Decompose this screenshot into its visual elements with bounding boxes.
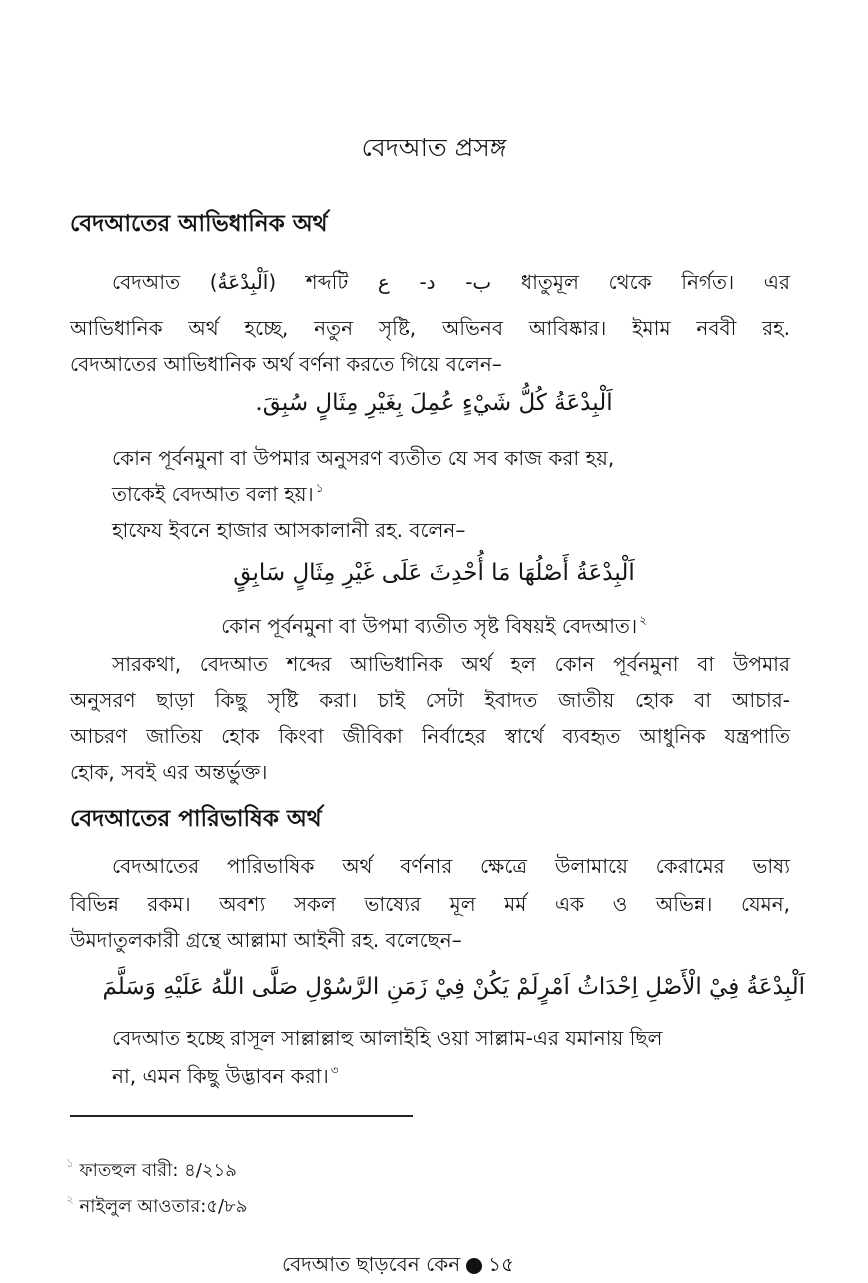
arabic-quote-nawawi: اَلْبِدْعَةُ كُلُّ شَيْءٍ عُمِلَ بِغَيْرِ مِثَالٍ سُبِقَ. — [255, 390, 613, 416]
footnote-ref-1: ১ — [315, 481, 324, 495]
translation1-text: তাকেই বেদআত বলা হয়। — [112, 482, 314, 506]
section-heading-lexical: বেদআতের আভিধানিক অর্থ — [70, 211, 328, 237]
para2-line3: উমদাতুলকারী গ্রন্থে আল্লামা আইনী রহ. বলেছেন– — [70, 928, 462, 952]
para1-line1: বেদআত (اَلْبِدْعَةُ) শব্দটি ب- د- ع ধাতুমূল থেকে নির্গত। এর — [112, 270, 790, 294]
translation3-line1: বেদআত হচ্ছে রাসূল সাল্লাল্লাহু আলাইহি ওয়া সাল্লাম-এর যমানায় ছিল — [112, 1026, 663, 1050]
para2-line1: বেদআতের পারিভাষিক অর্থ বর্ণনার ক্ষেত্রে উলামায়ে কেরামের ভাষ্য — [112, 854, 790, 878]
footnote-1 — [64, 1156, 237, 1187]
summary-line2: অনুসরণ ছাড়া কিছু সৃষ্টি করা। চাই সেটা ইবাদত জাতীয় হোক বা আচার- — [70, 688, 790, 712]
footnote-ref-2: ২ — [639, 613, 647, 627]
arabic-quote-hafez: اَلْبِدْعَةُ أَصْلُهَا مَا أُحْدِثَ عَلَى غَيْرِ مِثَالٍ سَابِقٍ — [233, 560, 635, 586]
footnote-1-text: ফাতহুল বারী: ৪/২১৯ — [79, 1160, 237, 1181]
page-footer — [282, 1250, 514, 1283]
para1-line2: আভিধানিক অর্থ হচ্ছে, নতুন সৃষ্টি, অভিনব আবিষ্কার। ইমাম নববী রহ. — [70, 316, 790, 340]
summary-line1: সারকথা, বেদআত শব্দের আভিধানিক অর্থ হল কোন পূর্বনমুনা বা উপমার — [112, 652, 790, 676]
bullet-dot-icon — [466, 1258, 482, 1274]
page-number: ১৫ — [488, 1252, 515, 1276]
footnote-2-text: নাইলুল আওতার:৫/৮৯ — [79, 1196, 248, 1217]
translation3-line2 — [112, 1062, 339, 1095]
para2-line2: বিভিন্ন রকম। অবশ্য সকল ভাষ্যের মূল মর্ম এক ও অভিন্ন। যেমন, — [70, 892, 790, 916]
para1-line3: বেদআতের আভিধানিক অর্থ বর্ণনা করতে গিয়ে বলেন– — [70, 352, 502, 376]
translation2-text: কোন পূর্বনমুনা বা উপমা ব্যতীত সৃষ্ট বিষয়ই বেদআত। — [221, 614, 638, 638]
footnote-1-mark: ১ — [66, 1156, 74, 1170]
translation1-line2 — [112, 480, 323, 513]
running-title: বেদআত প্রসঙ্গ — [361, 133, 507, 162]
translation2-line — [0, 612, 868, 645]
arabic-quote-aini: اَلْبِدْعَةُ فِيْ الْأَصْلِ اِحْدَاثُ اَمْرٍلَمْ يَكُنْ فِيْ زَمَنِ الرَّسُوْلِ صَلَّى اللّٰهُ عَلَيْهِ وَسَلَّمَ — [102, 974, 805, 1000]
footnote-divider — [70, 1115, 413, 1117]
footnote-2 — [64, 1192, 247, 1223]
summary-line3: আচরণ জাতিয় হোক কিংবা জীবিকা নির্বাহের স্বার্থে ব্যবহৃত আধুনিক যন্ত্রপাতি — [70, 724, 790, 748]
translation3-text: না, এমন কিছু উদ্ভাবন করা। — [112, 1064, 329, 1088]
summary-line4: হোক, সবই এর অন্তর্ভুক্ত। — [70, 760, 268, 784]
footnote-2-mark: ২ — [66, 1192, 74, 1206]
section-heading-technical: বেদআতের পারিভাষিক অর্থ — [70, 806, 322, 832]
translation1-line1: কোন পূর্বনমুনা বা উপমার অনুসরণ ব্যতীত যে সব কাজ করা হয়, — [112, 446, 615, 470]
footer-book-title: বেদআত ছাড়বেন কেন — [282, 1252, 461, 1276]
hafez-intro-line: হাফেয ইবনে হাজার আসকালানী রহ. বলেন– — [112, 518, 466, 542]
footnote-ref-3: ৩ — [330, 1063, 339, 1077]
